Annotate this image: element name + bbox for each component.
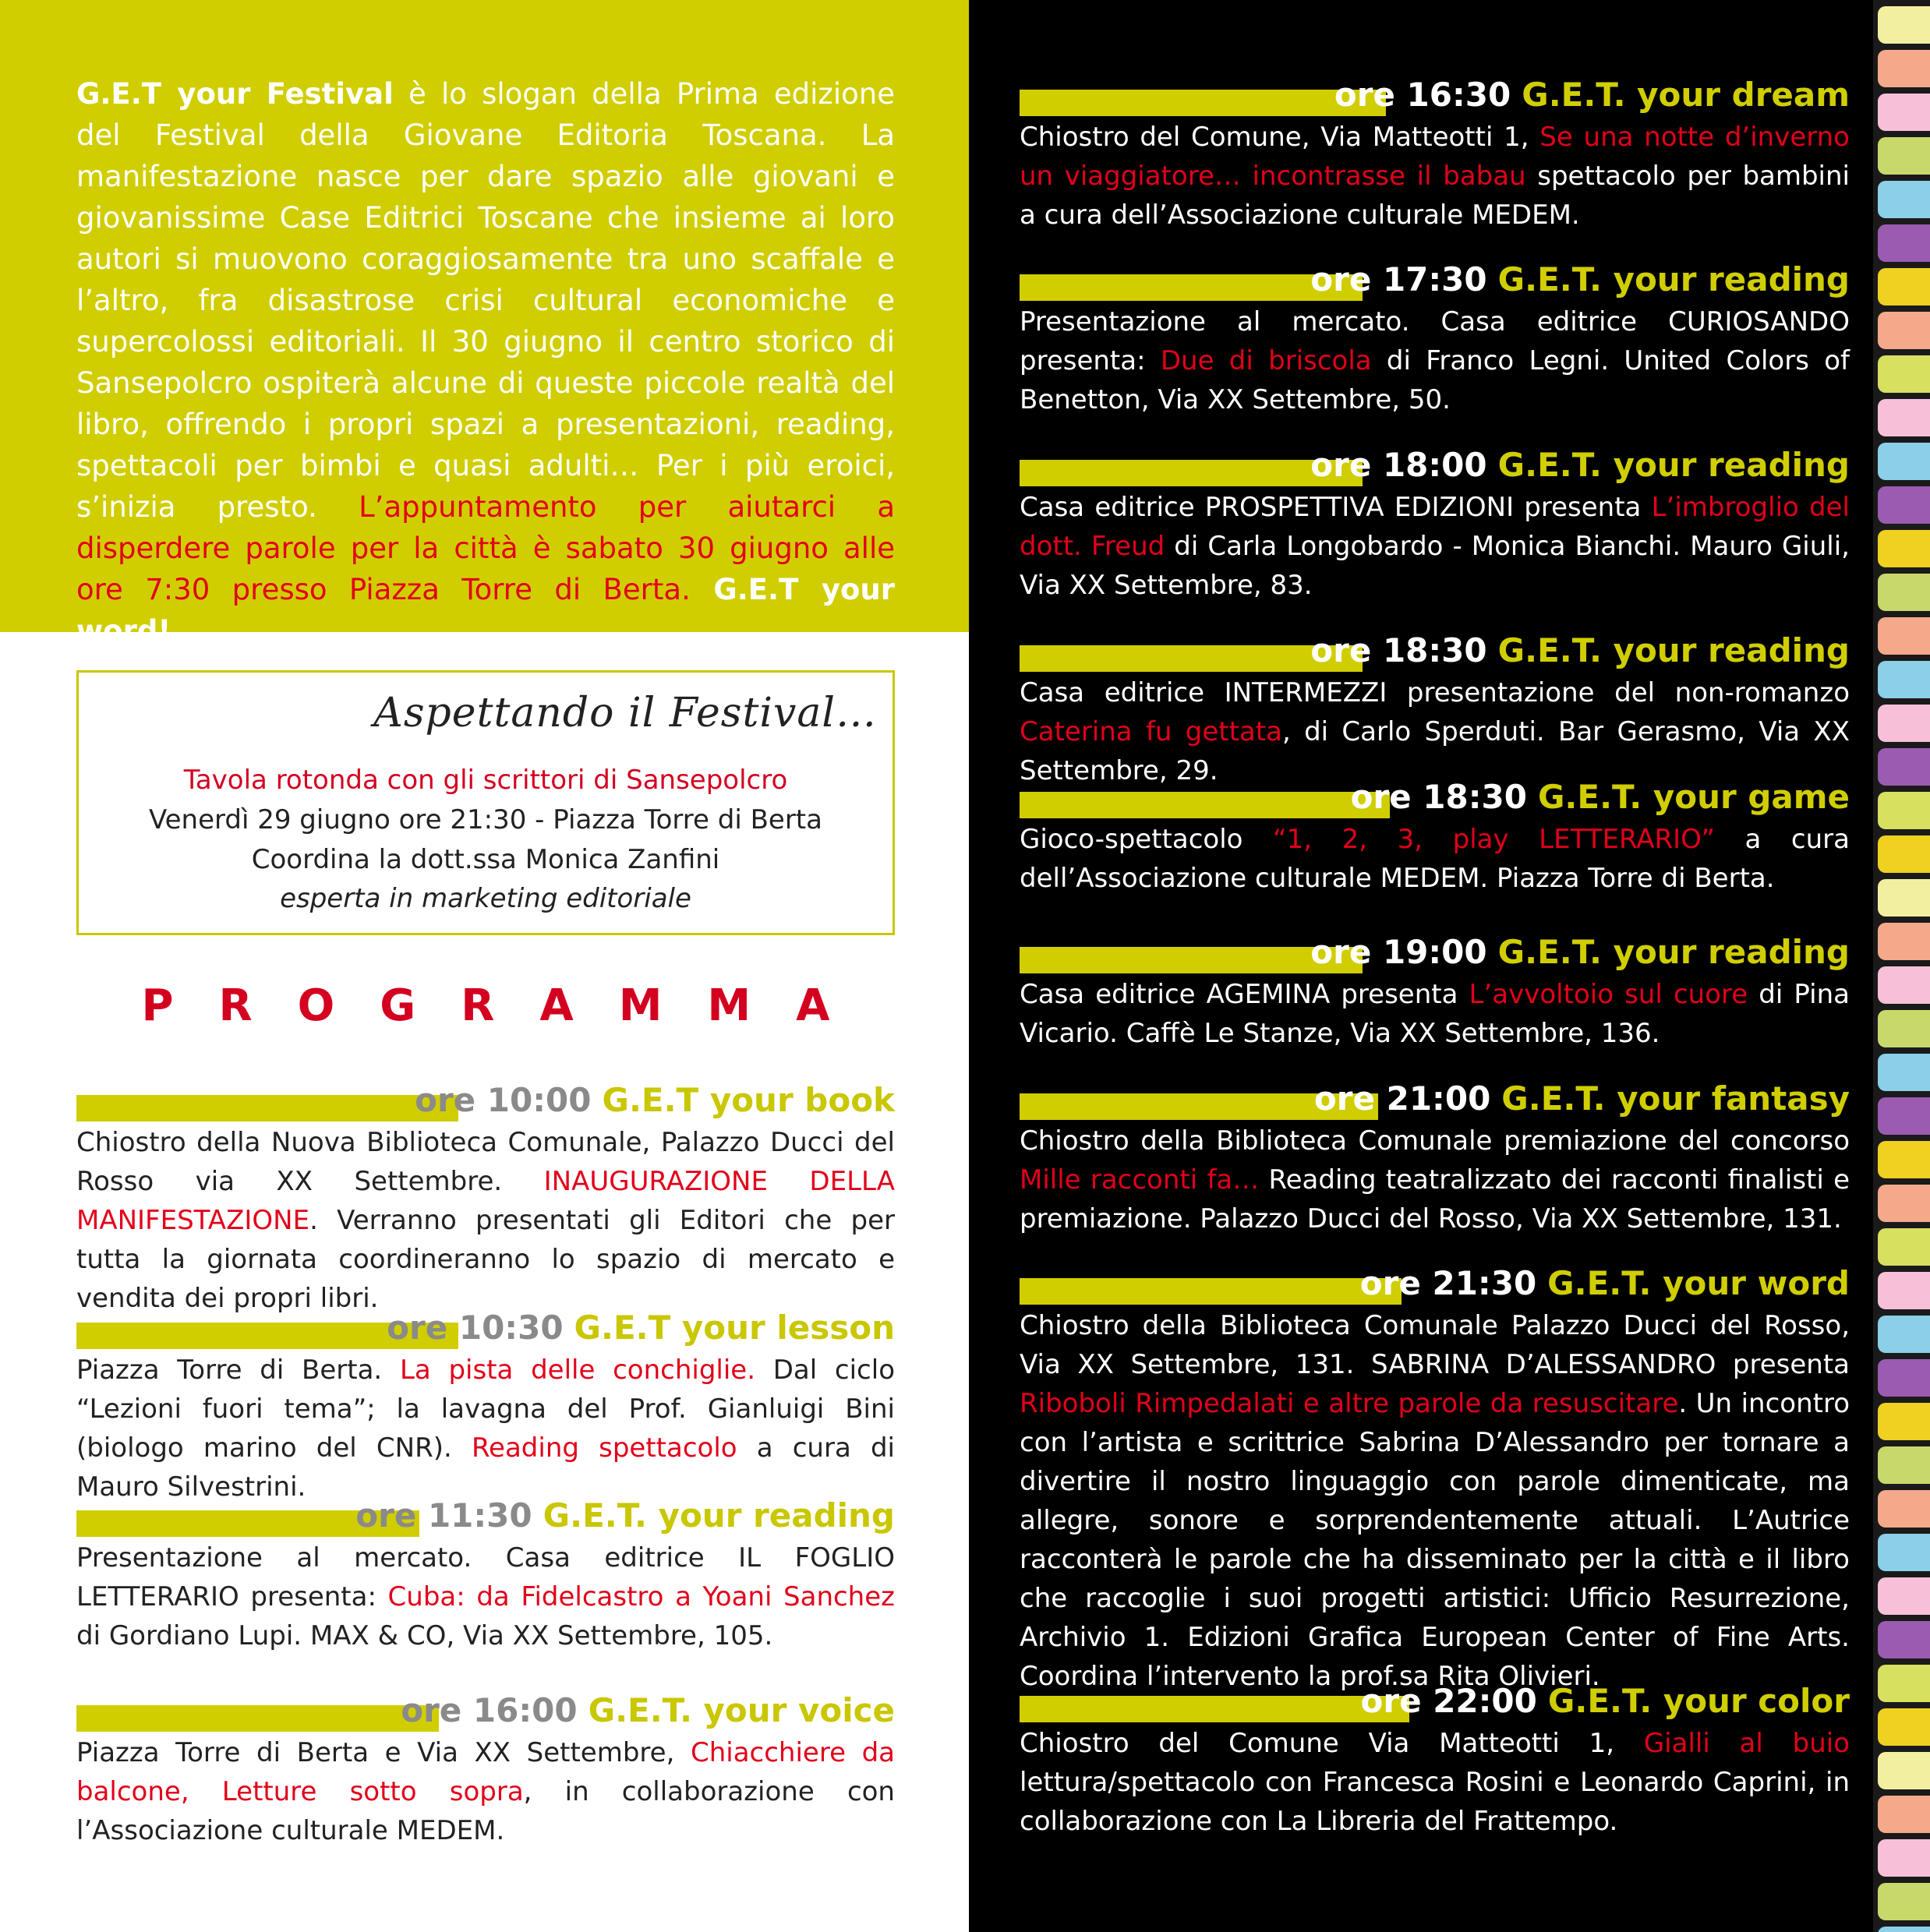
event-name: G.E.T. your reading: [1497, 631, 1850, 669]
event-text: Casa editrice AGEMINA presenta: [1020, 979, 1469, 1010]
event-text: Casa editrice PROSPETTIVA EDIZIONI presenta: [1020, 492, 1652, 523]
book-spine: [1878, 1752, 1930, 1789]
event-text: lettura/spettacolo con Francesca Rosini e Leonardo Caprini, in collaborazione con La Libreria del Frattempo.: [1020, 1767, 1850, 1837]
event-highlight-text: Cuba: da Fidelcastro a Yoani Sanchez: [387, 1581, 895, 1612]
event-highlight-text: Mille racconti fa…: [1020, 1164, 1260, 1196]
intro-body: è lo slogan della Prima edizione del Festival della Giovane Editoria Toscana. La manifestazione nasce per dare spazio alle giovani e giovanissime Case Editrici Toscane che insieme ai loro autori si muovono coraggiosamente tra uno scaffale e l’altro, fra disastrose crisi cultural economiche e supercolossi editoriali. Il 30 giugno il centro storico di Sansepolcro ospiterà alcune di queste piccole realtà del libro, offrendo i propri spazi a presentazioni, reading, spettacoli per bimbi e quasi adulti… Per i più eroici, s’inizia presto.: [76, 77, 895, 524]
event-header: [1020, 630, 1850, 672]
book-spines-stripe: [1873, 0, 1930, 1932]
event-text: Presentazione al mercato. Casa editrice CURIOSANDO presenta:: [1020, 306, 1850, 376]
event-title: [1334, 74, 1850, 116]
book-spine: [1878, 574, 1930, 611]
book-spine: [1878, 530, 1930, 567]
intro-highlight: L’appuntamento per aiutarci a disperdere parole per la città è sabato 30 giugno alle ore 7:30 presso Piazza Torre di Berta.: [76, 490, 895, 606]
event-time: ore 17:30: [1310, 260, 1487, 298]
event-time: ore 21:30: [1359, 1264, 1537, 1302]
book-spine: [1878, 1316, 1930, 1353]
event-text: di Gordiano Lupi. MAX & CO, Via XX Settembre, 105.: [76, 1620, 773, 1651]
event-title: [415, 1079, 895, 1121]
event-text: Piazza Torre di Berta e Via XX Settembre,: [76, 1737, 691, 1768]
intro-panel: [0, 0, 969, 648]
event-title: [1310, 259, 1850, 301]
event-highlight-text: INAUGURAZIONE DELLA MANIFESTAZIONE: [76, 1166, 895, 1236]
book-spine: [1878, 486, 1930, 524]
waiting-line-3: Coordina la dott.ssa Monica Zanfini: [251, 844, 720, 875]
book-spine: [1878, 748, 1930, 786]
book-spine: [1878, 94, 1930, 131]
waiting-line-4: esperta in marketing editoriale: [280, 883, 691, 914]
book-spine: [1878, 835, 1930, 873]
event-text: di Carla Longobardo - Monica Bianchi. Mauro Giuli, Via XX Settembre, 83.: [1020, 531, 1850, 601]
book-spine: [1878, 224, 1930, 262]
event-highlight-text: Chiacchiere da balcone, Letture sotto sopra: [76, 1737, 895, 1807]
event-highlight-text: Caterina fu gettata: [1020, 716, 1282, 747]
book-spine: [1878, 1010, 1930, 1047]
event-name: G.E.T. your reading: [1497, 446, 1850, 484]
event-name: G.E.T. your fantasy: [1501, 1079, 1850, 1118]
event-text: Chiostro della Nuova Biblioteca Comunale, Palazzo Ducci del Rosso via XX Settembre.: [76, 1127, 895, 1197]
event-description: [1020, 1121, 1850, 1238]
event-header: [76, 1690, 895, 1732]
event-text: . Un incontro con l’artista e scrittrice Sabrina D’Alessandro per tornare a divertire il nostro linguaggio con parole dimenticate, ma allegre, sonore e sorprendentemente attuali. L’Autrice racconterà le parole che ha disseminato per la città e il libro che raccoglie i suoi progetti artistici: Ufficio Resurrezione, Archivio 1. Edizioni Grafica European Center of Fine Arts. Coordina l’intervento la prof.sa Rita Olivieri.: [1020, 1388, 1850, 1692]
event-highlight-bar: [76, 1705, 439, 1732]
book-spine: [1878, 1796, 1930, 1833]
event-title: [1361, 1680, 1850, 1722]
book-spine: [1878, 1359, 1930, 1397]
event-time: ore 18:00: [1310, 446, 1487, 484]
event-description: [1020, 820, 1850, 898]
book-spine: [1878, 1446, 1930, 1484]
waiting-box: [76, 670, 895, 935]
event-header: [76, 1495, 895, 1537]
event-text: Gioco-spettacolo: [1020, 824, 1274, 855]
event-title: [1310, 931, 1850, 973]
event-title: [387, 1307, 895, 1349]
book-spine: [1878, 399, 1930, 436]
book-spine: [1878, 355, 1930, 393]
event-time: ore 10:30: [387, 1309, 564, 1347]
event-name: G.E.T. your color: [1547, 1682, 1850, 1720]
event-text: a cura dell’Associazione culturale MEDEM. Piazza Torre di Berta.: [1020, 824, 1850, 894]
event-header: [1020, 1078, 1850, 1120]
book-spine: [1878, 1185, 1930, 1222]
event-text: Casa editrice INTERMEZZI presentazione del non-romanzo: [1020, 677, 1850, 708]
event-highlight-bar: [1020, 90, 1386, 116]
book-spine: [1878, 312, 1930, 349]
event-text: di Pina Vicario. Caffè Le Stanze, Via XX Settembre, 136.: [1020, 979, 1850, 1049]
event-header: [76, 1307, 895, 1349]
event-text: Dal ciclo “Lezioni fuori tema”; la lavagna del Prof. Gianluigi Bini (biologo marino del CNR).: [76, 1355, 895, 1464]
event-title: [1351, 776, 1850, 818]
book-spine: [1878, 1054, 1930, 1091]
event-highlight-text: L’avvoltoio sul cuore: [1469, 979, 1748, 1010]
book-spine: [1878, 1839, 1930, 1877]
book-spine: [1878, 1490, 1930, 1528]
event-time: ore 10:00: [415, 1081, 592, 1119]
event-name: G.E.T. your game: [1537, 778, 1850, 816]
event-highlight-text: La pista delle conchiglie.: [399, 1355, 756, 1386]
event-name: G.E.T. your word: [1547, 1264, 1850, 1302]
event-time: ore 18:30: [1310, 631, 1487, 669]
intro-paragraph: [76, 73, 895, 652]
event-text: , in collaborazione con l’Associazione culturale MEDEM.: [76, 1776, 895, 1846]
event-text: Chiostro del Comune, Via Matteotti 1,: [1020, 122, 1540, 153]
event-time: ore 16:00: [401, 1691, 578, 1729]
book-spine: [1878, 1577, 1930, 1615]
event-description: [76, 1123, 895, 1318]
event-title: [1310, 444, 1850, 486]
event-description: [1020, 488, 1850, 605]
event-text: Presentazione al mercato. Casa editrice IL FOGLIO LETTERARIO presenta:: [76, 1542, 895, 1612]
book-spine: [1878, 50, 1930, 87]
book-spine: [1878, 966, 1930, 1004]
event-description: [76, 1538, 895, 1655]
waiting-title: Aspettando il Festival…: [373, 690, 877, 736]
event-header: [76, 1079, 895, 1121]
book-spine: [1878, 268, 1930, 306]
book-spine: [1878, 1272, 1930, 1309]
event-header: [1020, 776, 1850, 818]
intro-brand: G.E.T your Festival: [76, 77, 394, 111]
event-description: [1020, 673, 1850, 790]
event-header: [1020, 931, 1850, 973]
event-highlight-text: Reading spettacolo: [471, 1432, 737, 1464]
book-spine: [1878, 705, 1930, 742]
event-text: Piazza Torre di Berta.: [76, 1355, 400, 1386]
event-header: [1020, 1680, 1850, 1722]
book-spine: [1878, 1708, 1930, 1746]
book-spine: [1878, 1927, 1930, 1932]
event-name: G.E.T. your reading: [1497, 933, 1850, 971]
event-text: di Franco Legni. United Colors of Benetton, Via XX Settembre, 50.: [1020, 345, 1850, 415]
event-description: [1020, 1306, 1850, 1696]
waiting-line-1: Tavola rotonda con gli scrittori di Sansepolcro: [183, 765, 788, 796]
event-header: [1020, 1263, 1850, 1305]
event-time: ore 11:30: [355, 1496, 532, 1535]
event-description: [1020, 1724, 1850, 1841]
book-spine: [1878, 1228, 1930, 1266]
event-highlight-bar: [76, 1095, 458, 1121]
event-header: [1020, 444, 1850, 486]
event-title: [1360, 1263, 1850, 1305]
event-time: ore 18:30: [1350, 778, 1527, 816]
event-highlight-text: Riboboli Rimpedalati e altre parole da resuscitare: [1020, 1388, 1679, 1419]
event-text: Reading teatralizzato dei racconti finalisti e premiazione. Palazzo Ducci del Rosso, Via XX Settembre, 131.: [1020, 1164, 1850, 1234]
event-description: [1020, 302, 1850, 419]
event-title: [1314, 1078, 1850, 1120]
event-title: [355, 1495, 895, 1537]
event-name: G.E.T your book: [602, 1081, 895, 1119]
book-spine: [1878, 792, 1930, 829]
event-text: a cura di Mauro Silvestrini.: [76, 1432, 895, 1503]
book-spine: [1878, 181, 1930, 218]
event-name: G.E.T. your voice: [588, 1691, 895, 1729]
waiting-line-2: Venerdì 29 giugno ore 21:30 - Piazza Torre di Berta: [149, 804, 822, 835]
event-description: [76, 1733, 895, 1850]
book-spine: [1878, 1665, 1930, 1702]
programma-heading: PROGRAMMA: [141, 980, 875, 1031]
event-highlight-text: Gialli al buio: [1643, 1728, 1850, 1759]
event-description: [76, 1351, 895, 1506]
intro-closing: G.E.T your word!: [76, 573, 895, 648]
event-time: ore 19:00: [1310, 933, 1487, 971]
event-text: spettacolo per bambini a cura dell’Associazione culturale MEDEM.: [1020, 161, 1850, 231]
book-spine: [1878, 6, 1930, 44]
event-description: [1020, 975, 1850, 1053]
event-time: ore 21:00: [1313, 1079, 1491, 1118]
event-highlight-bar: [1020, 792, 1390, 818]
event-text: . Verranno presentati gli Editori che per tutta la giornata coordineranno lo spazio di mercato e vendita dei propri libri.: [76, 1205, 895, 1314]
book-spine: [1878, 1883, 1930, 1920]
book-spine: [1878, 923, 1930, 960]
event-time: ore 22:00: [1360, 1682, 1537, 1720]
event-highlight-bar: [1020, 1278, 1402, 1305]
event-highlight-bar: [1020, 1696, 1409, 1722]
event-text: , di Carlo Sperduti. Bar Gerasmo, Via XX Settembre, 29.: [1020, 716, 1850, 786]
book-spine: [1878, 1141, 1930, 1178]
event-title: [1310, 630, 1850, 672]
event-text: Chiostro della Biblioteca Comunale Palazzo Ducci del Rosso, Via XX Settembre, 131. SABRINA D’ALESSANDRO presenta: [1020, 1310, 1850, 1380]
book-spine: [1878, 443, 1930, 480]
event-name: G.E.T your lesson: [574, 1309, 895, 1347]
event-highlight-text: “1, 2, 3, play LETTERARIO”: [1273, 824, 1715, 855]
event-description: [1020, 118, 1850, 235]
right-column: [969, 0, 1873, 1932]
book-spine: [1878, 879, 1930, 917]
event-highlight-text: Se una notte d’inverno un viaggiatore… incontrasse il babau: [1020, 122, 1850, 192]
book-spine: [1878, 1097, 1930, 1135]
event-name: G.E.T. your reading: [1497, 260, 1850, 298]
event-name: G.E.T. your dream: [1522, 76, 1850, 114]
book-spine: [1878, 1621, 1930, 1658]
book-spine: [1878, 1403, 1930, 1440]
event-text: Chiostro del Comune Via Matteotti 1,: [1020, 1728, 1644, 1759]
event-header: [1020, 259, 1850, 301]
book-spine: [1878, 1534, 1930, 1571]
event-title: [401, 1690, 895, 1732]
book-spine: [1878, 617, 1930, 655]
event-time: ore 16:30: [1334, 76, 1511, 114]
event-highlight-text: L’imbroglio del dott. Freud: [1020, 492, 1850, 562]
event-highlight-text: Due di briscola: [1160, 345, 1372, 376]
event-text: Chiostro della Biblioteca Comunale premiazione del concorso: [1020, 1125, 1850, 1157]
event-header: [1020, 74, 1850, 116]
book-spine: [1878, 137, 1930, 175]
event-name: G.E.T. your reading: [543, 1496, 895, 1535]
book-spine: [1878, 661, 1930, 698]
